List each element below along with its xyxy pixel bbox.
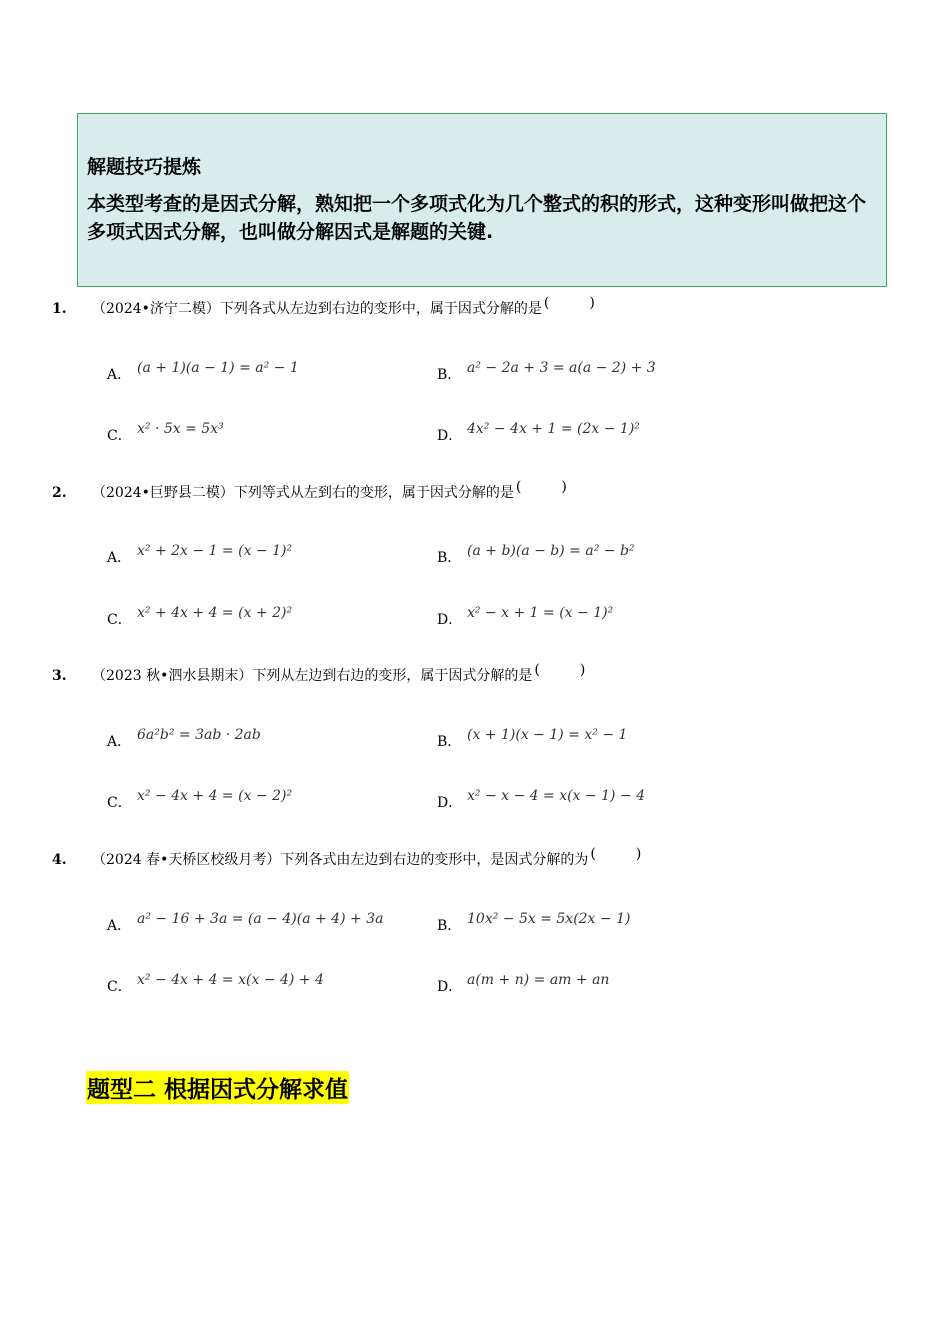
option-expression: x² · 5x = 5x³ [137, 421, 224, 437]
option-expression: a(m + n) = am + an [467, 972, 610, 988]
question-2 [52, 479, 567, 502]
tip-title: 解题技巧提炼 [87, 156, 202, 178]
option-label: A． [107, 550, 132, 566]
option-expression: x² − x + 1 = (x − 1)² [467, 605, 614, 621]
option-expression: x² + 4x + 4 = (x + 2)² [137, 605, 293, 621]
option-expression: x² − x − 4 = x(x − 1) − 4 [467, 788, 645, 804]
question-3 [52, 662, 586, 685]
tip-box [77, 113, 887, 287]
question-number: 2. [52, 485, 67, 501]
option-expression: x² − 4x + 4 = (x − 2)² [137, 788, 293, 804]
option-expression: x² − 4x + 4 = x(x − 4) + 4 [137, 972, 324, 988]
option-a[interactable] [107, 727, 261, 751]
option-b[interactable] [437, 543, 635, 567]
option-c[interactable] [107, 605, 293, 629]
option-label: D． [437, 612, 463, 628]
option-a[interactable] [107, 543, 293, 567]
answer-blank: ( ) [515, 479, 567, 495]
option-expression: 6a²b² = 3ab · 2ab [137, 727, 261, 743]
option-d[interactable] [437, 788, 645, 812]
answer-blank: ( ) [534, 662, 586, 678]
option-label: B． [437, 550, 462, 566]
option-c[interactable] [107, 788, 293, 812]
question-stem: （2024 春•天桥区校级月考）下列各式由左边到右边的变形中，是因式分解的为 [92, 852, 589, 868]
option-label: A． [107, 367, 132, 383]
option-expression: (a + b)(a − b) = a² − b² [467, 543, 635, 559]
option-expression: 4x² − 4x + 1 = (2x − 1)² [467, 421, 640, 437]
option-label: B． [437, 918, 462, 934]
option-c[interactable] [107, 972, 324, 996]
option-label: D． [437, 979, 463, 995]
option-label: A． [107, 918, 132, 934]
option-expression: 10x² − 5x = 5x(2x − 1) [467, 911, 631, 927]
question-4 [52, 846, 642, 869]
option-expression: a² − 2a + 3 = a(a − 2) + 3 [467, 360, 656, 376]
option-label: C． [107, 979, 132, 995]
option-b[interactable] [437, 911, 631, 935]
option-label: A． [107, 734, 132, 750]
question-1 [52, 295, 595, 318]
option-expression: x² + 2x − 1 = (x − 1)² [137, 543, 293, 559]
option-a[interactable] [107, 911, 384, 935]
question-number: 4. [52, 852, 67, 868]
section-heading: 题型二 根据因式分解求值 [86, 1071, 349, 1104]
answer-blank: ( ) [590, 846, 642, 862]
option-label: C． [107, 612, 132, 628]
option-d[interactable] [437, 972, 610, 996]
question-stem: （2024•济宁二模）下列各式从左边到右边的变形中，属于因式分解的是 [92, 301, 542, 317]
option-expression: a² − 16 + 3a = (a − 4)(a + 4) + 3a [137, 911, 384, 927]
option-label: D． [437, 795, 463, 811]
option-expression: (a + 1)(a − 1) = a² − 1 [137, 360, 299, 376]
option-label: D． [437, 428, 463, 444]
question-number: 3. [52, 668, 67, 684]
question-number: 1. [52, 301, 67, 317]
option-label: B． [437, 734, 462, 750]
option-label: C． [107, 795, 132, 811]
option-d[interactable] [437, 605, 614, 629]
question-stem: （2024•巨野县二模）下列等式从左到右的变形，属于因式分解的是 [92, 485, 514, 501]
option-b[interactable] [437, 360, 656, 384]
option-a[interactable] [107, 360, 299, 384]
option-label: B． [437, 367, 462, 383]
option-d[interactable] [437, 421, 640, 445]
option-b[interactable] [437, 727, 628, 751]
option-label: C． [107, 428, 132, 444]
question-stem: （2023 秋•泗水县期末）下列从左边到右边的变形，属于因式分解的是 [92, 668, 533, 684]
option-c[interactable] [107, 421, 224, 445]
tip-body: 本类型考查的是因式分解，熟知把一个多项式化为几个整式的积的形式，这种变形叫做把这个多项式因式分解，也叫做分解因式是解题的关键. [87, 193, 867, 243]
answer-blank: ( ) [543, 295, 595, 311]
option-expression: (x + 1)(x − 1) = x² − 1 [467, 727, 628, 743]
